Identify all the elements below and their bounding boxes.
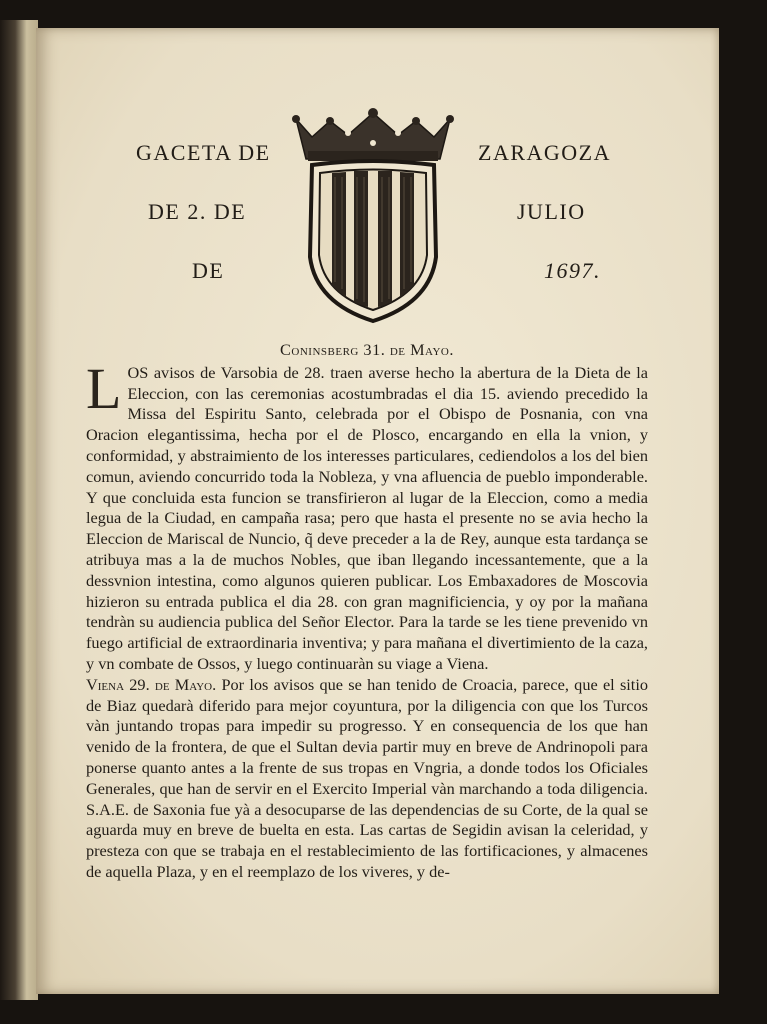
book-binding-edge [0, 20, 38, 1000]
article-coninsberg-text: OS avisos de Varsobia de 28. traen averse hecho la abertura de la Dieta de la Eleccion, con las ceremonias acostumbradas el dia 15. aviendo precedido la Missa del Espiritu Santo, celebrada por el Obispo de Posnania, con vna Oracion elegantissima, hecha por el de Plosco, encargando en ella la vnion, y conformidad, y abstraimiento de los interesses particulares, cediendolos a los del bien comun, aviendo concurrido toda la Nobleza, y vna afluencia de pueblo imponderable. Y que concluida esta funcion se transfirieron al lugar de la Eleccion, como a media legua de la Ciudad, en campaña rasa; pero que hasta el presente no se avia hecho la Eleccion de Mariscal de Nuncio, q̃ deve preceder a la de Rey, aunque esta tardança se atribuya mas a la de muchos Nobles, que iban llegando incessantemente, que a la dessvnion intestina, como algunos quieren publicar. Los Embaxadores de Moscovia hizieron su entrada publica el dia 28. con gran magnificiencia, y oy por la mañana tendràn su audiencia publica del Señor Elector. Para la tarde se les tiene prevenido vn fuego artificial de extraordinaria inventiva; y para mañana el divertimiento de la caza, y vn combate de Ossos, y luego continuaràn su viage a Viena. [86, 362, 648, 673]
masthead-year-right: 1697. [544, 258, 601, 283]
masthead-date-right: JULIO [517, 199, 586, 224]
article-coninsberg [86, 355, 648, 675]
article-viena-text: Por los avisos que se han tenido de Croacia, parece, que el sitio de Biaz quedarà diferido para mejor coyuntura, por la diligencia con que los Turcos vàn juntando tropas para impedir su progresso. Y en consequencia de los que han venido de la frontera, de que el Sultan devia partir muy en breve de Andrinopoli para ponerse quanto antes a la frente de sus tropas en Vngria, a donde todos los Oficiales Generales, que han de servir en el Exercito Imperial vàn marchando a toda diligencia. S.A.E. de Saxonia fue yà a desocuparse de las dependencias de su Corte, de la qual se aguarda muy en breve de buelta en esta. Las cartas de Segidin avisan la celeridad, y presteza con que se trabaja en el restablecimiento de las fortificaciones, y almacenes de aquella Plaza, y en el reemplazo de los viveres, y de- [86, 674, 648, 881]
drop-cap: L [86, 355, 122, 421]
article-viena [86, 675, 648, 883]
aragon-coat-of-arms-icon [290, 107, 456, 325]
gazette-body [86, 340, 648, 883]
dateline-viena: Viena 29. de Mayo. [86, 674, 217, 694]
masthead-title-right: ZARAGOZA [478, 140, 611, 165]
masthead-year-left: DE [192, 258, 225, 283]
masthead-title-left: GACETA DE [136, 140, 271, 165]
masthead-date-left: DE 2. DE [148, 199, 247, 224]
dateline-coninsberg: Coninsberg 31. de Mayo. [280, 340, 454, 359]
